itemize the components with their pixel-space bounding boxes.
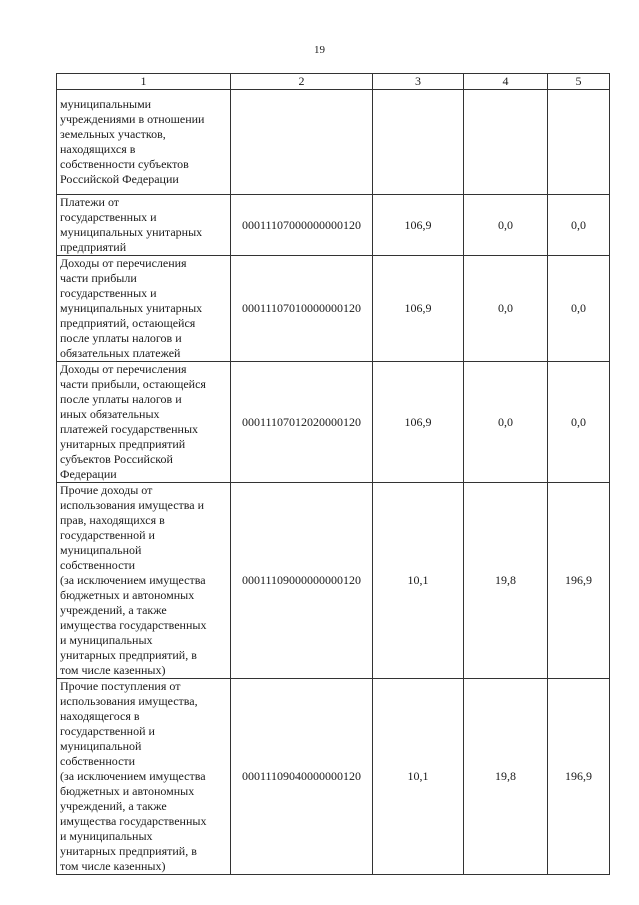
row-name: Доходы от перечисления части прибыли государственных и муниципальных унитарных предприятий, остающейся после уплаты налогов и обязательных платежей <box>60 256 203 360</box>
row-code-cell <box>231 90 373 195</box>
row-name-cell <box>57 256 231 362</box>
table-row <box>57 195 610 256</box>
row-value-col3: 10,1 <box>373 483 464 679</box>
row-name: Платежи от государственных и муниципальных унитарных предприятий <box>60 195 203 254</box>
column-header-4: 4 <box>464 74 548 90</box>
row-value-col5: 196,9 <box>548 483 610 679</box>
row-value-col3: 106,9 <box>373 362 464 483</box>
row-name-cell <box>57 195 231 256</box>
row-name-cell <box>57 679 231 875</box>
row-value-col4 <box>464 90 548 195</box>
row-value-col4: 19,8 <box>464 679 548 875</box>
row-value-col3 <box>373 90 464 195</box>
row-name: Прочие доходы от использования имущества и прав, находящихся в государственной и муниципальной собственности (за исключением имущества бюджетных и автономных учреждений, а также имущества государственных и муниципальных унитарных предприятий, в том числе казенных) <box>60 483 207 677</box>
row-name: Прочие поступления от использования имущества, находящегося в государственной и муниципальной собственности (за исключением имущества бюджетных и автономных учреждений, а также имущества государственных и муниципальных унитарных предприятий, в том числе казенных) <box>60 679 207 873</box>
row-value-col3: 106,9 <box>373 256 464 362</box>
row-name: муниципальными учреждениями в отношении земельных участков, находящихся в собственности субъектов Российской Федерации <box>60 97 205 186</box>
row-name-cell <box>57 483 231 679</box>
table-row <box>57 483 610 679</box>
row-code-cell: 00011109040000000120 <box>231 679 373 875</box>
page-number: 19 <box>314 44 325 56</box>
row-code-cell: 00011107010000000120 <box>231 256 373 362</box>
column-header-2: 2 <box>231 74 373 90</box>
row-value-col4: 0,0 <box>464 362 548 483</box>
revenue-table <box>56 73 610 875</box>
row-value-col5: 0,0 <box>548 256 610 362</box>
row-code-cell: 00011107012020000120 <box>231 362 373 483</box>
table-row <box>57 90 610 195</box>
column-header-5: 5 <box>548 74 610 90</box>
row-code-cell: 00011107000000000120 <box>231 195 373 256</box>
row-value-col4: 19,8 <box>464 483 548 679</box>
row-code-cell: 00011109000000000120 <box>231 483 373 679</box>
table-row <box>57 362 610 483</box>
row-value-col5: 196,9 <box>548 679 610 875</box>
row-name-cell <box>57 90 231 195</box>
row-name: Доходы от перечисления части прибыли, остающейся после уплаты налогов и иных обязательных платежей государственных унитарных предприятий субъектов Российской Федерации <box>60 362 206 481</box>
row-value-col3: 106,9 <box>373 195 464 256</box>
row-value-col5 <box>548 90 610 195</box>
table-row <box>57 256 610 362</box>
row-name-cell <box>57 362 231 483</box>
header-row <box>57 74 610 90</box>
row-value-col4: 0,0 <box>464 256 548 362</box>
row-value-col3: 10,1 <box>373 679 464 875</box>
column-header-1: 1 <box>57 74 231 90</box>
table-row <box>57 679 610 875</box>
column-header-3: 3 <box>373 74 464 90</box>
row-value-col4: 0,0 <box>464 195 548 256</box>
row-value-col5: 0,0 <box>548 195 610 256</box>
row-value-col5: 0,0 <box>548 362 610 483</box>
